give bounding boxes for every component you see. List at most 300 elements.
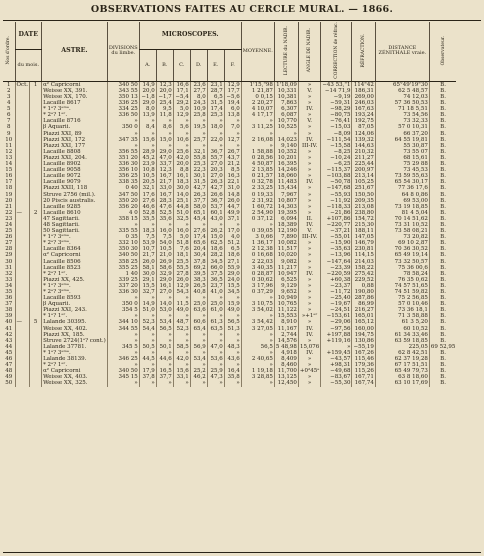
cell-moyenne: 2 33,25 [241, 185, 274, 191]
cell-micro-c: 25,6 [173, 149, 190, 155]
cell-astre: α² Capricorni [42, 252, 108, 258]
cell-micro-e: » [207, 295, 224, 301]
cell-micro-e: 61,0 [207, 307, 224, 313]
cell-refraction: 251,67 [352, 185, 375, 191]
cell-micro-d: 42,7 [190, 185, 207, 191]
cell-moyenne: 0 32,78 [241, 179, 274, 185]
cell-micro-d: » [190, 338, 207, 344]
cell-distance: 67 17 51,51 [375, 362, 429, 368]
cell-moyenne: 2 13,85 [241, 167, 274, 173]
cell-refraction: 230,81 [352, 246, 375, 252]
cell-micro-d: 45,4 [190, 216, 207, 222]
cell-correction: −147,64 [321, 259, 352, 265]
cell-micro-b: 12,3 [156, 81, 173, 88]
cell-lecture-nadir: 10,331 [274, 88, 298, 94]
cell-observateur: B. [429, 368, 456, 374]
cell-refraction: 225,44 [352, 161, 375, 167]
cell-astre: Weisse XX, 170. [42, 94, 108, 100]
cell-distance: 75 2 56,85 [375, 295, 429, 301]
cell-correction: −97,56 [321, 326, 352, 332]
cell-micro-f: 43,6 [224, 356, 241, 362]
cell-correction: −43,57 [321, 356, 352, 362]
cell-distance: 65°49'19"30 [375, 81, 429, 88]
cell-refraction: 211,27 [352, 155, 375, 161]
cell-moyenne: 0 21,57 [241, 173, 274, 179]
cell-micro-b: 58,6 [156, 265, 173, 271]
cell-micro-f: 49,9 [224, 210, 241, 216]
cell-refraction: 216,27 [352, 307, 375, 313]
cell-distance: 78 58,24 [375, 271, 429, 277]
cell-lecture-nadir: 7,890 [274, 234, 298, 240]
cell-micro-a: 7,5 [139, 234, 156, 240]
cell-correction: −115,37 [321, 167, 352, 173]
cell-micro-a: » [139, 338, 156, 344]
cell-astre: * 1ᵉ? 3ᵉᵐᵉ. [42, 350, 108, 356]
cell-angle-nadir: V. [298, 88, 320, 94]
cell-divisions: 335 55 [107, 228, 139, 234]
cell-divisions: 344 10 [107, 319, 139, 325]
cell-lecture-nadir: 1'18,09 [276, 81, 297, 88]
cell-micro-d: 63,6 [190, 307, 207, 313]
cell-observateur: B. [429, 240, 456, 246]
cell-lecture-nadir: 6,525 [274, 277, 298, 283]
cell-refraction: 275,42 [352, 271, 375, 277]
cell-angle-nadir: II. [298, 216, 320, 222]
cell-micro-d: » [190, 222, 207, 228]
cell-micro-b: 21,7 [156, 179, 173, 185]
cell-moyenne: 3 11,25 [241, 124, 274, 130]
cell-micro-b: −1,7 [156, 94, 173, 100]
cell-micro-c: 25,1 [173, 198, 190, 204]
cell-angle-nadir: » [298, 112, 320, 118]
cell-micro-c: 52,3 [173, 326, 190, 332]
cell-refraction: 210,32 [352, 149, 375, 155]
cell-micro-b: 20,0 [156, 88, 173, 94]
cell-lecture-nadir: 11,122 [274, 307, 298, 313]
cell-num: 42 [5, 331, 13, 338]
cell-divisions: 356 25 [107, 173, 139, 179]
cell-distance: 70 14 51,62 [375, 216, 429, 222]
cell-observateur: B. [429, 289, 456, 295]
cell-micro-d: 39,5 [190, 271, 207, 277]
cell-divisions: 338 35 [107, 179, 139, 185]
cell-micro-c: 16,1 [173, 173, 190, 179]
cell-micro-e: 22,0 [207, 137, 224, 143]
cell-correction: −15,03 [321, 124, 352, 130]
cell-micro-e: 37,5 [207, 271, 224, 277]
cell-micro-d: 10,9 [190, 106, 207, 112]
cell-angle-nadir: » [298, 94, 320, 100]
cell-num: 50 [5, 380, 13, 387]
cell-refraction: 209,35 [352, 198, 375, 204]
cell-angle-nadir: IV. [298, 222, 320, 228]
cell-num: 22 [5, 209, 13, 216]
cell-micro-c: 42,0 [173, 356, 190, 362]
cell-distance: 65 49 79,73 [375, 368, 429, 374]
cell-refraction: 238,80 [352, 210, 375, 216]
cell-micro-c: » [173, 118, 190, 124]
cell-micro-a: 52,8 [139, 210, 156, 216]
cell-moyenne: 2 40,65 [241, 356, 274, 362]
cell-astre: Piazzi XXII, 118 [42, 185, 108, 191]
cell-moyenne: » [241, 143, 274, 149]
cell-angle-nadir: » [298, 204, 320, 210]
cell-micro-a: 28,9 [139, 149, 156, 155]
cell-micro-d: 46,2 [190, 374, 207, 380]
cell-micro-e: 28,7 [207, 88, 224, 94]
cell-num: 24 [5, 221, 13, 228]
cell-micro-f: 14,8 [224, 192, 241, 198]
cell-refraction: 179,36 [352, 362, 375, 368]
cell-micro-a: 46,6 [139, 204, 156, 210]
cell-lecture-nadir: 10,765 [274, 301, 298, 307]
cell-micro-b: 35,6 [156, 216, 173, 222]
cell-micro-f: » [224, 118, 241, 124]
cell-angle-nadir: V. [298, 228, 320, 234]
cell-moyenne: 1 36,17 [241, 240, 274, 246]
cell-micro-e: 27,0 [207, 161, 224, 167]
cell-lecture-nadir: 15,553 [274, 313, 298, 319]
title-rule [3, 20, 481, 21]
cell-refraction: 124,06 [352, 131, 375, 137]
cell-micro-e: 53,7 [207, 204, 224, 210]
cell-distance: 62 5 48,57 [375, 88, 429, 94]
cell-micro-f: 27,1 [224, 259, 241, 265]
cell-micro-f: 4,0 [224, 234, 241, 240]
cell-correction: −11,92 [321, 198, 352, 204]
cell-lecture-nadir: 19,395 [274, 210, 298, 216]
header-refraction: RÉFRACTION. [352, 22, 375, 81]
cell-micro-b: 50,1 [156, 344, 173, 350]
cell-day [30, 380, 42, 386]
cell-micro-a: 21,7 [139, 252, 156, 258]
cell-observateur: B. [429, 216, 456, 222]
cell-micro-b: 44,6 [156, 356, 173, 362]
cell-moyenne: » [241, 380, 274, 386]
cell-micro-c: 48,7 [173, 319, 190, 325]
cell-divisions: » [107, 118, 139, 124]
cell-micro-b: » [156, 338, 173, 344]
cell-moyenne: 1 19,18 [241, 368, 274, 374]
cell-lecture-nadir: 6,307 [274, 106, 298, 112]
cell-astre: Lacaille 8610 [42, 210, 108, 216]
header-distance: DISTANCE ZÉNITHALE vraie. [375, 22, 429, 81]
cell-moyenne: » [241, 338, 274, 344]
cell-micro-e: 23,7 [207, 283, 224, 289]
cell-micro-e: 36,7 [207, 198, 224, 204]
cell-micro-a: 53,9 [139, 240, 156, 246]
cell-correction: −19,67 [321, 301, 352, 307]
cell-micro-d: 17,4 [190, 234, 207, 240]
cell-micro-b: 9,5 [156, 106, 173, 112]
cell-divisions: 343 55 [107, 88, 139, 94]
cell-micro-c: 44,8 [173, 204, 190, 210]
cell-angle-nadir: IV. [298, 332, 320, 338]
cell-astre: * 1ᵉ? 3ᵉᵐᵉ. [42, 283, 108, 289]
cell-angle-nadir: » [298, 81, 320, 88]
cell-micro-b: » [156, 380, 173, 386]
cell-refraction: 192,75 [352, 118, 375, 124]
cell-angle-nadir: » [298, 210, 320, 216]
cell-micro-a: 14,9 [139, 81, 156, 88]
cell-micro-a: 44,5 [139, 356, 156, 362]
header-divisions: DIVISIONS du limbe. [107, 22, 139, 81]
cell-micro-f: 34,5 [224, 289, 241, 295]
cell-micro-c: 32,5 [173, 216, 190, 222]
cell-micro-a: » [139, 295, 156, 301]
cell-distance: 64 8 0,86 [375, 192, 429, 198]
cell-correction: +159,45 [321, 350, 352, 356]
cell-micro-b: 12,3 [156, 167, 173, 173]
cell-observateur: B. [429, 210, 456, 216]
cell-micro-a: 52,3 [139, 319, 156, 325]
cell-num: 26 [5, 234, 13, 241]
cell-moyenne: 1'15,"98 [241, 81, 274, 88]
cell-lecture-nadir: 6,087 [274, 112, 298, 118]
cell-lecture-nadir: 10,020 [274, 252, 298, 258]
cell-observateur: B. [429, 228, 456, 234]
cell-lecture-nadir: 5 48,98 [275, 343, 297, 350]
cell-micro-b: 25,4 [156, 100, 173, 106]
cell-correction: −13,96 [321, 252, 352, 258]
cell-lecture-nadir: 8,460 [274, 362, 298, 368]
cell-lecture-nadir: 10,352 [274, 149, 298, 155]
cell-correction: −43 53,"1 [322, 81, 351, 88]
cell-distance: 61 34 33,46 [375, 332, 429, 338]
cell-astre: Lalande 38139. [42, 356, 108, 362]
cell-lecture-nadir: 9,652 [274, 289, 298, 295]
cell-angle-nadir: » [298, 362, 320, 368]
cell-angle-nadir: IV. [298, 179, 320, 185]
cell-observateur: B. [429, 319, 456, 325]
cell-correction: −11,72 [321, 289, 352, 295]
header-date: DATE [15, 22, 42, 49]
cell-micro-e: 23,1 [207, 81, 224, 88]
cell-micro-f: 12,7 [224, 137, 241, 143]
cell-correction: −103,88 [321, 173, 352, 179]
cell-angle-nadir: »+1ᵉʳ [298, 313, 320, 319]
cell-micro-b: 14,0 [156, 301, 173, 307]
cell-micro-c: 20,0 [173, 161, 190, 167]
cell-moyenne: 0 16,68 [241, 252, 274, 258]
cell-observateur: B. [429, 143, 456, 149]
cell-moyenne: 0 28,56 [241, 155, 274, 161]
cell-micro-d: 27,6 [190, 228, 207, 234]
cell-observateur: B. [429, 332, 456, 338]
cell-num: 27 [5, 240, 13, 247]
cell-angle-nadir: IV. [298, 137, 320, 143]
cell-num: 11 [5, 142, 13, 149]
cell-astre: Lalande 30395. [42, 319, 108, 325]
cell-angle-nadir: » [298, 380, 320, 386]
cell-micro-a: 58,1 [139, 265, 156, 271]
cell-distance: 69 10 2,87 [375, 240, 429, 246]
cell-micro-f: » [224, 222, 241, 228]
cell-micro-f: 51,3 [224, 326, 241, 332]
cell-observateur: B. [429, 204, 456, 210]
cell-micro-f: 26,0 [224, 198, 241, 204]
cell-micro-e: 25,3 [207, 112, 224, 118]
cell-micro-f: 35,8 [224, 374, 241, 380]
cell-micro-a: 20,5 [139, 179, 156, 185]
cell-micro-d: » [190, 131, 207, 137]
cell-observateur: B. [429, 185, 456, 191]
cell-micro-e: 31,5 [207, 100, 224, 106]
cell-distance: 66 37,20 [375, 131, 429, 137]
cell-moyenne: 4 17,17 [241, 112, 274, 118]
cell-micro-e: 18,6 [207, 246, 224, 252]
cell-correction: −153,61 [321, 313, 352, 319]
cell-num: 2 [7, 87, 11, 94]
cell-astre: Lacaille 9079 [42, 179, 108, 185]
cell-moyenne: » [241, 313, 274, 319]
cell-refraction: 186,31 [352, 88, 375, 94]
cell-micro-f: 15,5 [224, 283, 241, 289]
cell-micro-a: 10,5 [139, 173, 156, 179]
cell-divisions: » [107, 313, 139, 319]
cell-num: 9 [7, 130, 11, 137]
cell-astre: Lacaille 8506 [42, 259, 108, 265]
cell-micro-d: 32,1 [190, 149, 207, 155]
cell-distance: 63 59 18,85 [375, 338, 429, 344]
cell-correction: −29,06 [321, 319, 352, 325]
cell-micro-c: 54,3 [173, 289, 190, 295]
cell-micro-e: » [207, 362, 224, 368]
cell-moyenne: 3 27,05 [241, 326, 274, 332]
cell-distance: 75 36 00,6 [375, 265, 429, 271]
cell-distance: 65 54 30,17 [375, 179, 429, 185]
cell-angle-nadir: » [298, 149, 320, 155]
cell-micro-f: » [224, 338, 241, 344]
cell-num: 17 [5, 179, 13, 186]
cell-astre: Piazzi XX, 185. [42, 332, 108, 338]
cell-moyenne: 3 40,35 [241, 265, 274, 271]
cell-moyenne: » [241, 332, 274, 338]
cell-micro-e: 63,5 [207, 326, 224, 332]
cell-observateur: B. [429, 118, 456, 124]
cell-distance: 60 10,52 [375, 326, 429, 332]
cell-correction: −111,54 [321, 137, 352, 143]
cell-lecture-nadir: 11,517 [274, 246, 298, 252]
cell-num: 33 [5, 276, 13, 283]
cell-micro-e: 36,7 [207, 149, 224, 155]
cell-divisions: 336 30 [107, 289, 139, 295]
cell-num: 3 [7, 94, 11, 100]
cell-micro-a: 35,5 [139, 216, 156, 222]
cell-correction: −6,25 [321, 161, 352, 167]
cell-micro-f: » [224, 362, 241, 368]
cell-moyenne: 3 54,42 [241, 319, 274, 325]
cell-distance: 57 36 50,53 [375, 100, 429, 106]
cell-observateur: B. [429, 149, 456, 155]
cell-angle-nadir: » [298, 155, 320, 161]
cell-moyenne: 2 22,03 [241, 259, 274, 265]
cell-micro-c: 7,6 [173, 246, 190, 252]
cell-micro-f: » [224, 295, 241, 301]
cell-micro-a: 17,9 [139, 368, 156, 374]
cell-correction: −15,58 [321, 143, 352, 149]
cell-num: 30 [5, 258, 13, 265]
cell-micro-b: 47,0 [156, 155, 173, 161]
cell-micro-a: 10,8 [139, 167, 156, 173]
cell-angle-nadir: III-IV. [298, 234, 320, 240]
cell-distance: 73 36 18,1 [375, 307, 429, 313]
cell-micro-f: 37,1 [224, 216, 241, 222]
cell-micro-c: 15,6 [173, 368, 190, 374]
cell-micro-d: 60,6 [190, 319, 207, 325]
cell-micro-d: » [190, 313, 207, 319]
cell-astre: Weisse XX, 391. [42, 88, 108, 94]
cell-distance: 73 20,82 [375, 234, 429, 240]
cell-micro-a: 32,7 [139, 289, 156, 295]
cell-angle-nadir: » [298, 192, 320, 198]
cell-micro-c: 27,8 [173, 271, 190, 277]
cell-divisions: » [107, 362, 139, 368]
cell-refraction: 194,75 [352, 332, 375, 338]
cell-micro-a: » [139, 350, 156, 356]
cell-micro-c: 42,0 [173, 155, 190, 161]
cell-micro-e: » [207, 118, 224, 124]
cell-correction: −8,09 [321, 131, 352, 137]
cell-correction: −220,59 [321, 271, 352, 277]
cell-micro-d: 25,7 [190, 137, 207, 143]
cell-micro-e: 15,0 [207, 234, 224, 240]
cell-refraction: 287,86 [352, 295, 375, 301]
cell-micro-e: 26,3 [207, 179, 224, 185]
cell-angle-nadir: » [298, 198, 320, 204]
header-micro-a: A. [139, 49, 156, 81]
cell-lecture-nadir: 10,807 [274, 198, 298, 204]
cell-correction: −98,29 [321, 106, 352, 112]
cell-micro-a: » [139, 118, 156, 124]
cell-refraction: 193,24 [352, 112, 375, 118]
cell-observateur: B. [429, 137, 456, 143]
cell-num: 36 [5, 295, 13, 302]
cell-moyenne: 1 60,72 [241, 204, 274, 210]
cell-astre: Weisse XX, 402. [42, 326, 108, 332]
cell-distance: 73 54,56 [375, 112, 429, 118]
cell-micro-a: » [139, 362, 156, 368]
cell-correction: −59,31 [321, 100, 352, 106]
cell-correction: −15,90 [321, 240, 352, 246]
cell-micro-a: 51,0 [139, 307, 156, 313]
cell-micro-a: 20,0 [139, 88, 156, 94]
cell-micro-c: 55,5 [173, 265, 190, 271]
cell-observateur: B. [429, 124, 456, 130]
cell-correction: +60,38 [321, 277, 352, 283]
cell-micro-d: 22,3 [190, 167, 207, 173]
cell-correction: −55,93 [321, 192, 352, 198]
cell-observateur: B. [429, 301, 456, 307]
cell-angle-nadir: » [298, 100, 320, 106]
cell-lecture-nadir: 6,094 [274, 216, 298, 222]
cell-micro-b: 53,0 [156, 307, 173, 313]
cell-moyenne: 2 31,92 [241, 198, 274, 204]
cell-micro-b: 16,5 [156, 368, 173, 374]
cell-refraction: 190,80 [352, 289, 375, 295]
cell-micro-a: » [139, 143, 156, 149]
cell-astre: * 2ᵉ? 3ᵉᵐᵉ. [42, 289, 108, 295]
cell-correction: −118,33 [321, 204, 352, 210]
cell-micro-b: 8,6 [156, 124, 173, 130]
cell-micro-b: » [156, 313, 173, 319]
cell-observateur: B. [429, 277, 456, 283]
cell-moyenne: 3 54,02 [241, 307, 274, 313]
cell-angle-nadir: » [298, 240, 320, 246]
cell-astre: Lacaille 8523 [42, 265, 108, 271]
cell-distance: 71 3 58,88 [375, 313, 429, 319]
cell-observateur: B. [429, 362, 456, 368]
